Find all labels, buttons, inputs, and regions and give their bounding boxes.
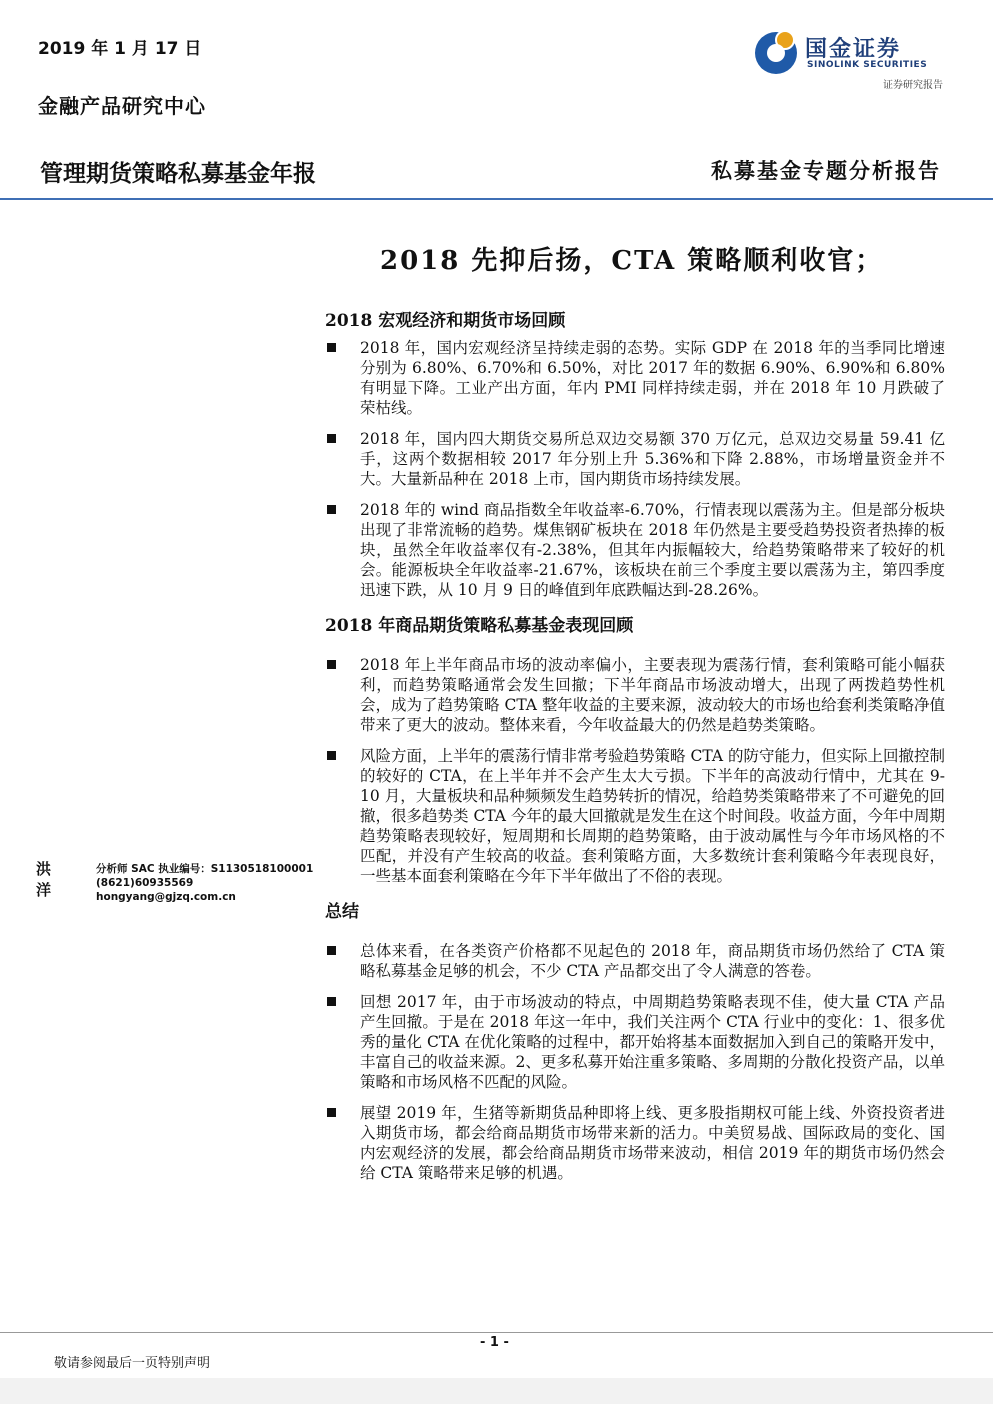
square-bullet-icon <box>327 660 336 669</box>
square-bullet-icon <box>327 997 336 1006</box>
section-title: 总结 <box>325 902 359 922</box>
bullet-text: 回想 2017 年，由于市场波动的特点，中周期趋势策略表现不佳，使大量 CTA 产品产生回撤。于是在 2018 年这一年中，我们关注两个 CTA 行业中的变化：1、很多优秀的量化 CTA 在优化策略的过程中，都开始将基本面数据加入到自己的策略开发中，丰富自己的收益来源。2、更多私募开始注重多策略、多周期的分散化投资产品，以单策略和市场风格不匹配的风险。 <box>360 993 945 1091</box>
section-summary <box>325 897 945 1183</box>
bullet-text: 展望 2019 年，生猪等新期货品种即将上线、更多股指期权可能上线、外资投资者进入期货市场，都会给商品期货市场带来新的活力。中美贸易战、国际政局的变化、国内宏观经济的发展，都会给商品期货市场带来波动，相信 2019 年的期货市场仍然会给 CTA 策略带来足够的机遇。 <box>360 1104 945 1182</box>
bullet-text: 总体来看，在各类资产价格都不见起色的 2018 年，商品期货市场仍然给了 CTA 策略私募基金足够的机会，不少 CTA 产品都交出了令人满意的答卷。 <box>360 942 945 980</box>
logo-en-text: SINOLINK SECURITIES <box>807 60 928 70</box>
footer-disclaimer: 敬请参阅最后一页特别声明 <box>54 1356 211 1371</box>
research-center-label: 金融产品研究中心 <box>38 94 206 118</box>
logo-mark-icon <box>755 32 797 74</box>
list-item <box>325 1103 945 1183</box>
list-item <box>325 992 945 1092</box>
bullet-text: 2018 年上半年商品市场的波动率偏小，主要表现为震荡行情，套利策略可能小幅获利，而趋势策略通常会发生回撤；下半年商品市场波动增大，出现了两拨趋势性机会，成为了趋势策略 CTA 整年收益的主要来源，波动较大的市场也给套利类策略净值带来了更大的波动。整体来看，今年收益最大的仍然是趋势类策略。 <box>360 656 945 734</box>
bullet-text: 2018 年的 wind 商品指数全年收益率-6.70%，行情表现以震荡为主。但是部分板块出现了非常流畅的趋势。煤焦钢矿板块在 2018 年仍然是主要受趋势投资者热捧的板块，虽然全年收益率仅有-2.38%，但其年内振幅较大，给趋势策略带来了较好的机会。能源板块全年收益率-21.67%，该板块在前三个季度主要以震荡为主，第四季度迅速下跌，从 10 月 9 日的峰值到年底跌幅达到-28.26%。 <box>360 501 945 599</box>
list-item <box>325 338 945 418</box>
report-title: 管理期货策略私募基金年报 <box>40 161 316 187</box>
footer-band <box>0 1378 993 1404</box>
report-date: 2019 年 1 月 17 日 <box>38 39 202 59</box>
analyst-email: hongyang@gjzq.com.cn <box>96 891 236 903</box>
bullet-text: 风险方面，上半年的震荡行情非常考验趋势策略 CTA 的防守能力，但实际上回撤控制的较好的 CTA，在上半年并不会产生太大亏损。下半年的高波动行情中，尤其在 9-10 月，大量板块和品种频频发生趋势转折的情况，给趋势类策略带来了不可避免的回撤，很多趋势类 CTA 今年的最大回撤就是发生在这个时间段。收益方面，今年中周期趋势策略表现较好，短周期和长周期的趋势策略，由于波动属性与今年市场风格的不匹配，并没有产生较高的收益。套利策略方面，大多数统计套利策略今年表现良好，一些基本面套利策略在今年下半年做出了不俗的表现。 <box>360 747 945 885</box>
analyst-credential: 分析师 SAC 执业编号：S1130518100001 <box>96 863 314 875</box>
page-number: - 1 - <box>480 1335 509 1350</box>
square-bullet-icon <box>327 343 336 352</box>
list-item <box>325 655 945 735</box>
logo-cn-text: 国金证券 <box>805 37 902 62</box>
bullet-text: 2018 年，国内四大期货交易所总双边交易额 370 万亿元，总双边交易量 59.41 亿手，这两个数据相较 2017 年分别上升 5.36%和下降 2.88%，市场增量资金并不大。大量新品种在 2018 上市，国内期货市场持续发展。 <box>360 430 945 488</box>
square-bullet-icon <box>327 505 336 514</box>
section-title: 2018 宏观经济和期货市场回顾 <box>325 311 566 331</box>
footer-divider <box>0 1332 993 1333</box>
main-content <box>325 306 945 1194</box>
list-item <box>325 746 945 886</box>
section-fund-performance <box>325 611 945 886</box>
analyst-name: 洪洋 <box>36 860 52 899</box>
section-macro-review <box>325 306 945 600</box>
square-bullet-icon <box>327 751 336 760</box>
bullet-text: 2018 年，国内宏观经济呈持续走弱的态势。实际 GDP 在 2018 年的当季同比增速分别为 6.80%、6.70%和 6.50%，对比 2017 年的数据 6.90%、6.90%和 6.80%有明显下降。工业产出方面，年内 PMI 同样持续走弱，并在 2018 年 10 月跌破了荣枯线。 <box>360 339 945 417</box>
square-bullet-icon <box>327 434 336 443</box>
list-item <box>325 941 945 981</box>
analyst-phone: (8621)60935569 <box>96 877 194 889</box>
list-item <box>325 500 945 600</box>
header-divider <box>0 198 993 200</box>
square-bullet-icon <box>327 946 336 955</box>
page-headline: 2018 先抑后扬，CTA 策略顺利收官； <box>380 246 884 276</box>
report-type: 私募基金专题分析报告 <box>711 158 941 183</box>
analyst-info <box>96 862 313 904</box>
square-bullet-icon <box>327 1108 336 1117</box>
company-logo <box>755 30 945 92</box>
list-item <box>325 429 945 489</box>
logo-subtitle: 证券研究报告 <box>883 80 943 91</box>
section-title: 2018 年商品期货策略私募基金表现回顾 <box>325 616 634 636</box>
